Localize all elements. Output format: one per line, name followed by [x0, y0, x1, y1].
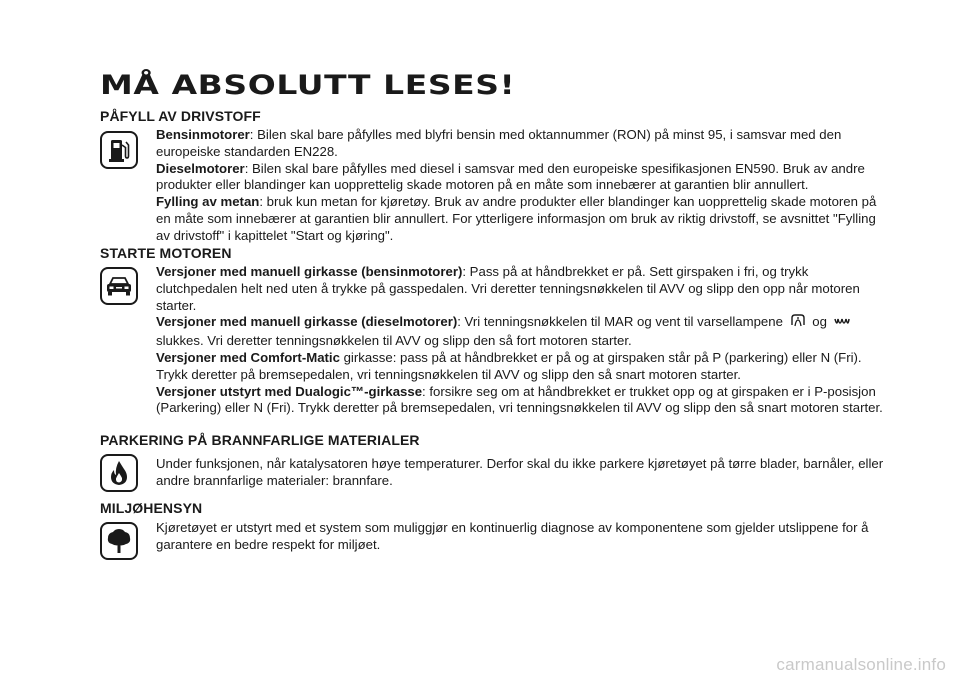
tree-icon [100, 522, 138, 560]
fuel-item-diesel [156, 161, 888, 195]
start-text [156, 264, 888, 417]
fuel-item-body: : Bilen skal bare påfylles med diesel i samsvar med den europeiske spesifikasjonen EN590. Bruk av andre produkter eller blandinger kan uopprettelig skade motoren på en måte som innebærer at garantien blir annullert. [156, 160, 865, 193]
fuel-text [156, 127, 888, 245]
start-item-body: girkasse: pass på at håndbrekket er på og at girspaken står på P (parkering) eller N (Fri). Trykk deretter på bremsepedalen, vri tenningsnøkkelen til AVV og slipp den så snart motoren starter. [156, 349, 862, 382]
start-item-dualogic [156, 384, 888, 418]
fuel-item-lead: Dieselmotorer [156, 160, 245, 176]
start-item-comfort-matic [156, 350, 888, 384]
start-item-body: : forsikre seg om at håndbrekket er trukket opp og at girspaken er i P-posisjon (Parkering) eller N (Fri). Trykk deretter på bremsepedalen, vri tenningsnøkkelen til AVV og slipp den så snart motoren starter. [156, 383, 883, 416]
fuel-pump-icon [100, 131, 138, 169]
start-item-body: : Pass på at håndbrekket er på. Sett girspaken i fri, og trykk clutchpedalen helt ned uten å trykke på gasspedalen. Vri deretter tenningsnøkkelen til AVV og slipp den opp når motoren starter. [156, 264, 860, 313]
fuel-item-lead: Bensinmotorer [156, 127, 250, 142]
section-heading-parking: PARKERING PÅ BRANNFARLIGE MATERIALER [100, 432, 420, 448]
parking-text [156, 456, 888, 490]
section-heading-fuel: PÅFYLL AV DRIVSTOFF [100, 108, 261, 124]
section-heading-environment: MILJØHENSYN [100, 500, 203, 516]
start-item-body: : Vri tenningsnøkkelen til MAR og vent til varsellampene [457, 314, 783, 330]
environment-body: Kjøretøyet er utstyrt med et system som muliggjør en kontinuerlig diagnose av komponentene som gjelder utslippene for å garantere en bedre respekt for miljøet. [156, 520, 869, 552]
fire-icon [100, 454, 138, 492]
section-heading-start: STARTE MOTOREN [100, 245, 232, 261]
start-item-lead: Versjoner utstyrt med Dualogic™-girkasse [156, 383, 423, 399]
fuel-item-lead: Fylling av metan [156, 194, 260, 210]
fuel-item-petrol [156, 127, 888, 161]
start-item-lead: Versjoner med Comfort-Matic [156, 349, 340, 365]
car-icon [100, 267, 138, 305]
start-item-body: slukkes. Vri deretter tenningsnøkkelen til AVV og slipp den så fort motoren starter. [156, 333, 632, 349]
start-item-lead: Versjoner med manuell girkasse (bensinmotorer) [156, 264, 463, 279]
start-item-manual-petrol [156, 264, 888, 314]
glow-plug-warning-icon [789, 314, 807, 333]
fuel-item-body: : bruk kun metan for kjøretøy. Bruk av andre produkter eller blandinger kan uopprettelig skade motoren på en måte som innebærer at garantien blir annullert. For ytterligere informasjon om bruk av riktig drivstoff, se avsnittet "Fylling av drivstoff" i kapittelet "Start og kjøring". [156, 194, 877, 243]
parking-body: Under funksjonen, når katalysatoren høye temperaturer. Derfor skal du ikke parkere kjøretøyet på tørre blader, barnåler, eller andre brannfarlige materialer: brannfare. [156, 456, 884, 488]
start-item-body: og [812, 314, 827, 330]
watermark: carmanualsonline.info [776, 655, 946, 674]
start-item-lead: Versjoner med manuell girkasse (dieselmotorer) [156, 314, 458, 330]
fuel-item-body: : Bilen skal bare påfylles med blyfri bensin med oktannummer (RON) på minst 95, i samsvar med den europeiske standarden EN228. [156, 127, 842, 159]
glow-plug-icon [833, 316, 851, 333]
fuel-item-methane [156, 194, 888, 244]
page-title: MÅ ABSOLUTT LESES! [100, 70, 516, 101]
environment-text [156, 520, 888, 554]
start-item-manual-diesel [156, 314, 888, 350]
